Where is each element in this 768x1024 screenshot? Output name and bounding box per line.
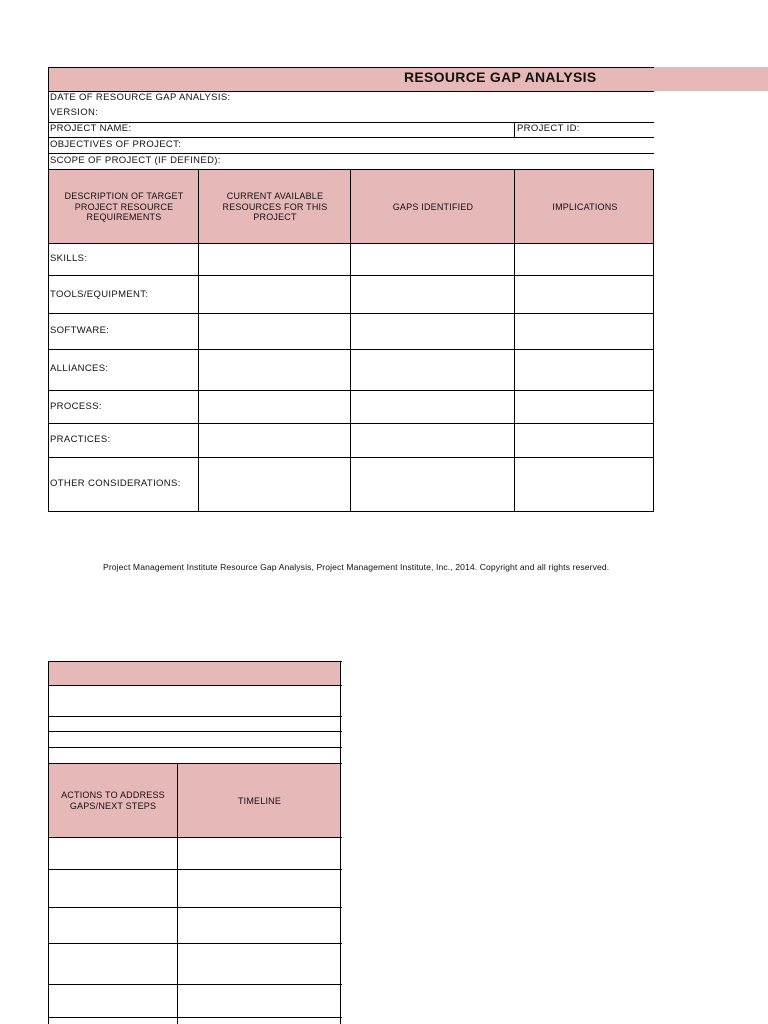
version-field-label: VERSION: <box>50 107 99 118</box>
row-label-tools-equipment: TOOLS/EQUIPMENT: <box>50 289 149 300</box>
row-label-other-considerations: OTHER CONSIDERATIONS: <box>50 478 181 489</box>
action-rule-row-2 <box>48 907 342 908</box>
date-field-label: DATE OF RESOURCE GAP ANALYSIS: <box>50 92 231 103</box>
action-rule-4 <box>48 747 342 748</box>
column-header-current-resources: CURRENT AVAILABLE RESOURCES FOR THIS PROJECT <box>222 191 328 223</box>
action-rule-row-4 <box>48 984 342 985</box>
row-label-practices: PRACTICES: <box>50 434 111 445</box>
action-rule-top <box>48 661 342 662</box>
scope-field-label: SCOPE OF PROJECT (IF DEFINED): <box>50 155 221 166</box>
copyright-footer: Project Management Institute Resource Gap Analysis, Project Management Institute, Inc., 2014. Copyright and all rights reserved. <box>103 562 610 572</box>
action-title-band <box>48 661 341 685</box>
column-header-timeline: TIMELINE <box>237 795 282 806</box>
action-rule-row-1 <box>48 869 342 870</box>
action-rule-right <box>340 661 341 1024</box>
row-label-skills: SKILLS: <box>50 253 88 264</box>
action-rule-5 <box>48 763 342 764</box>
objectives-field-label: OBJECTIVES OF PROJECT: <box>50 139 182 150</box>
project-name-field-label: PROJECT NAME: <box>50 123 132 134</box>
action-rule-left <box>48 661 49 1024</box>
row-label-process: PROCESS: <box>50 401 102 412</box>
action-rule-title-bottom <box>48 685 342 686</box>
column-header-implications: IMPLICATIONS <box>552 201 618 212</box>
form-title: RESOURCE GAP ANALYSIS <box>404 69 597 85</box>
column-header-gaps: GAPS IDENTIFIED <box>392 201 474 212</box>
action-rule-row-5 <box>48 1017 342 1018</box>
column-header-actions: ACTIONS TO ADDRESS GAPS/NEXT STEPS <box>61 790 165 811</box>
row-label-software: SOFTWARE: <box>50 325 110 336</box>
action-rule-row-3 <box>48 943 342 944</box>
action-rule-3 <box>48 731 342 732</box>
row-label-alliances: ALLIANCES: <box>50 363 109 374</box>
action-rule-2 <box>48 716 342 717</box>
action-rule-header-bottom <box>48 837 342 838</box>
column-header-description: DESCRIPTION OF TARGET PROJECT RESOURCE REQUIREMENTS <box>64 191 184 223</box>
action-rule-col-1 <box>177 763 178 1024</box>
project-id-field-label: PROJECT ID: <box>517 123 580 134</box>
